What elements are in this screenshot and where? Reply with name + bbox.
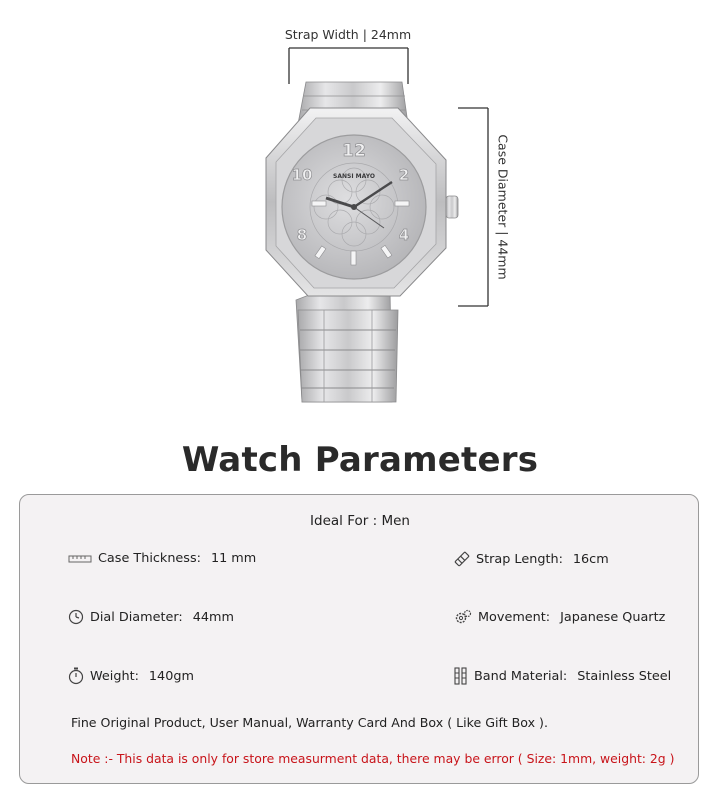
ideal-for: Ideal For : Men: [310, 513, 410, 529]
movement-label: Movement:: [478, 609, 551, 625]
strap-width-indicator: [289, 48, 408, 84]
bottom-bracelet: [296, 290, 398, 402]
strap-length-label: Strap Length:: [476, 551, 563, 567]
gears-icon: [454, 609, 472, 625]
param-strap-length: [454, 551, 609, 567]
dial-diameter-label: Dial Diameter:: [90, 609, 183, 625]
case-diameter-label: Case Diameter | 44mm: [495, 134, 511, 280]
numeral-10: 10: [291, 166, 313, 184]
package-contents: Fine Original Product, User Manual, Warranty Card And Box ( Like Gift Box ).: [71, 715, 548, 730]
numeral-12: 12: [342, 141, 366, 161]
band-icon: [454, 667, 468, 685]
parameters-panel: [19, 494, 699, 784]
ruler-icon: [68, 554, 92, 564]
strap-icon: [454, 551, 470, 567]
section-title: Watch Parameters: [181, 440, 539, 480]
param-dial-diameter: [68, 609, 234, 625]
weight-value: 140gm: [148, 668, 194, 684]
weight-label: Weight:: [90, 668, 139, 684]
movement-value: Japanese Quartz: [560, 609, 666, 625]
param-case-thickness: [68, 551, 256, 566]
numeral-2: 2: [398, 166, 410, 184]
param-weight: [68, 667, 194, 685]
strap-width-label: Strap Width | 24mm: [284, 27, 412, 42]
dial-icon: [68, 609, 84, 625]
case-thickness-label: Case Thickness:: [98, 551, 201, 566]
numeral-8: 8: [296, 226, 308, 244]
band-material-label: Band Material:: [474, 668, 568, 684]
case-thickness-value: 11 mm: [210, 551, 257, 566]
watch-case: [266, 108, 458, 296]
case-diameter-indicator: [458, 108, 488, 306]
strap-length-value: 16cm: [572, 551, 609, 567]
band-material-value: Stainless Steel: [577, 668, 672, 684]
dial-brand: SANSI MAYO: [333, 173, 375, 180]
disclaimer-note: Note :- This data is only for store measurment data, there may be error ( Size: 1mm, weight: 2g ): [71, 751, 675, 766]
stopwatch-icon: [68, 667, 84, 685]
param-movement: [454, 609, 665, 625]
numeral-4: 4: [398, 226, 410, 244]
param-band-material: [454, 667, 671, 685]
dial-diameter-value: 44mm: [192, 609, 234, 625]
